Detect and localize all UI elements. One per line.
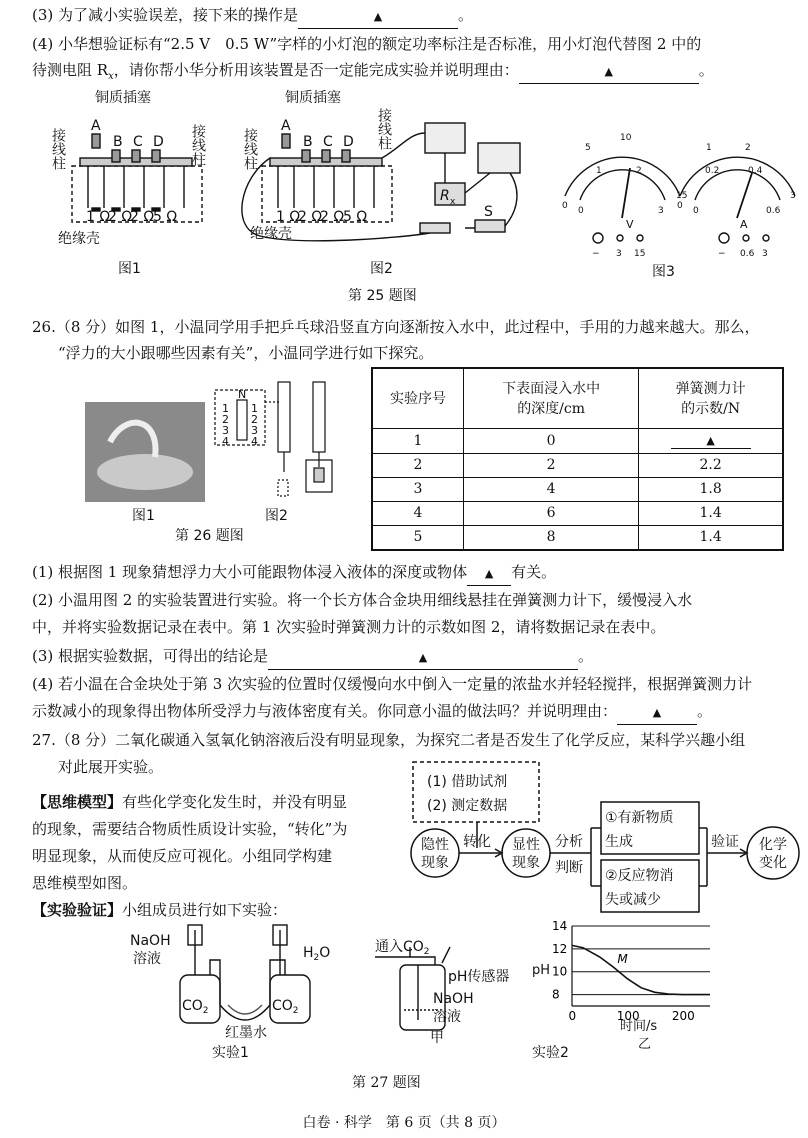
a-tick: 3 <box>790 191 796 201</box>
ammeter-device <box>478 143 520 173</box>
x-axis-label: 时间/s <box>620 1019 658 1034</box>
battery <box>420 223 450 233</box>
change-label: 化学 <box>759 837 787 853</box>
q26-part2-1: (2) 小温用图 2 的实验装置进行实验。将一个长方体合金块用细线悬挂在弹簧测力计下，缓慢浸入水 <box>32 591 693 609</box>
a-tick: 0 <box>677 201 683 211</box>
q26-part3: (3) 根据实验数据，可得出的结论是 ▲ 。 <box>32 645 788 670</box>
fig27-caption: 第 27 题图 <box>352 1075 421 1091</box>
rx-subscript: x <box>108 71 114 82</box>
ph-chart <box>530 918 730 1058</box>
inlet-label: 通入$CO_2$ <box>375 939 430 957</box>
terminal-label: 接线柱 <box>50 128 66 170</box>
visible-label: 显性 <box>512 837 540 853</box>
v-tick: 15 <box>676 191 688 201</box>
hidden-label: 现象 <box>421 855 449 871</box>
switch-s <box>475 220 505 232</box>
fig1-caption: 图1 <box>132 508 155 524</box>
hidden-label: 隐性 <box>421 837 449 853</box>
v-tick: 1 <box>596 166 602 176</box>
rx-label: R <box>440 188 450 204</box>
q25-part4-text: 待测电阻 R <box>32 61 109 79</box>
col-header: 下表面浸入水中 的深度/cm <box>464 368 639 428</box>
q27-stem-1: 27.（8 分）二氧化碳通入氢氧化钠溶液后没有明显现象，为探究二者是否发生了化学反应，某科学兴趣小组 <box>32 731 746 749</box>
v-tick: 10 <box>620 133 632 143</box>
result1-label: 生成 <box>605 834 633 850</box>
answer-blank[interactable]: ▲ <box>617 700 697 725</box>
v-terminal: 3 <box>616 249 622 259</box>
v-terminal: − <box>592 249 600 259</box>
fig25-caption: 第 25 题图 <box>348 288 417 304</box>
a-terminal: 3 <box>762 249 768 259</box>
plug-letter: B <box>113 134 123 150</box>
table-row: 2 2 2.2 <box>372 453 783 477</box>
q27-stem-2: 对此展开实验。 <box>58 758 164 776</box>
method-item: (1) 借助试剂 <box>427 774 508 790</box>
a-tick: 0.6 <box>766 206 781 216</box>
a-tick: 0.4 <box>748 166 763 176</box>
resistor-label: 1 Ω <box>86 209 111 225</box>
plug-letter: A <box>91 118 101 134</box>
terminal-label: 接线柱 <box>190 124 206 166</box>
fig1-caption: 图1 <box>118 261 141 277</box>
scale-tick: 4 <box>251 435 258 448</box>
resistor-label: 5 Ω <box>343 209 368 225</box>
q27-verify: 【实验验证】小组成员进行如下实验： <box>32 901 288 919</box>
resistor-label: 5 Ω <box>153 209 178 225</box>
water-label: $H_2O$ <box>303 945 331 963</box>
q25-part3 <box>32 4 788 29</box>
resistor-label: 2 Ω <box>298 209 323 225</box>
voltmeter-scale <box>565 157 680 196</box>
y-tick-label: 14 <box>552 919 568 933</box>
resistor-label: 2 Ω <box>108 209 133 225</box>
plug-a <box>92 134 100 148</box>
resistor-label: 2 Ω <box>320 209 345 225</box>
plug-letter: D <box>343 134 354 150</box>
co2-left: $CO_2$ <box>182 998 209 1016</box>
q27-model-3: 明显现象，从而使反应可视化。小组同学构建 <box>32 847 333 865</box>
fig2-caption: 图2 <box>265 508 288 524</box>
yi-label: 乙 <box>638 1037 652 1052</box>
plug-letter: A <box>281 118 291 134</box>
q26-part2-2: 中，并将实验数据记录在表中。第 1 次实验时弹簧测力计的示数如图 2，请将数据记录在表中。 <box>32 618 666 636</box>
fig26-caption: 第 26 题图 <box>175 528 244 544</box>
ph-sensor-label: pH传感器 <box>448 969 510 985</box>
method-item: (2) 测定数据 <box>427 798 508 814</box>
red-ink-label: 红墨水 <box>225 1025 267 1041</box>
shell-label: 绝缘壳 <box>250 226 292 242</box>
col-header: 实验序号 <box>372 368 464 428</box>
y-axis-label: pH <box>532 963 551 978</box>
scale-tick: 1 <box>222 402 229 415</box>
plug-label: 铜质插塞 <box>285 90 341 106</box>
scale-tick: 2 <box>222 413 229 426</box>
v-tick: 0 <box>562 201 568 211</box>
x-tick-label: 200 <box>671 1009 695 1023</box>
rx-sub: x <box>450 197 456 207</box>
voltmeter-needle <box>622 168 630 218</box>
a-tick: 0.2 <box>705 166 720 176</box>
a-tick: 2 <box>745 143 751 153</box>
judge-label: 判断 <box>555 860 583 876</box>
change-node <box>747 827 799 879</box>
convert-label: 转化 <box>463 834 491 850</box>
x-tick-label: 0 <box>568 1009 577 1023</box>
exp1-caption: 实验1 <box>212 1045 249 1061</box>
thinking-model-diagram <box>405 760 805 920</box>
q27-model-4: 思维模型如图。 <box>32 874 138 892</box>
result2-label: ②反应物消 <box>605 868 674 884</box>
page-footer: 白卷 · 科学 第 6 页（共 8 页） <box>302 1115 506 1131</box>
scale-tick: 2 <box>251 413 258 426</box>
plug-letter: D <box>153 134 164 150</box>
a-tick: 0 <box>693 206 699 216</box>
ammeter-symbol: A <box>740 218 748 231</box>
co2-right: $CO_2$ <box>272 998 299 1016</box>
period: 。 <box>698 61 714 79</box>
a-tick: 1 <box>706 143 712 153</box>
scale-unit: N <box>238 388 247 401</box>
naoh-label: NaOH <box>130 933 171 949</box>
terminal-label: 接线柱 <box>376 108 392 150</box>
q26-stem-1: 26.（8 分）如图 1，小温同学用手把乒乓球沿竖直方向逐渐按入水中，此过程中，手用的力越来越大。那么， <box>32 318 760 336</box>
q25-part4-text-rest: ，请你帮小华分析用该装置是否一定能完成实验并说明理由： <box>113 61 519 79</box>
v-terminal: 15 <box>634 249 646 259</box>
blank-triangle: ▲ <box>373 10 383 23</box>
result1-label: ①有新物质 <box>605 810 674 826</box>
naoh-label: NaOH <box>433 991 474 1007</box>
v-tick: 3 <box>658 206 664 216</box>
voltmeter-symbol: V <box>626 218 634 231</box>
jia-label: 甲 <box>430 1030 444 1046</box>
answer-blank[interactable]: ▲ <box>639 428 783 453</box>
answer-blank[interactable] <box>298 4 458 29</box>
ammeter-scale <box>680 157 795 196</box>
v-tick: 0 <box>578 206 584 216</box>
q25-part4-line2 <box>32 59 788 88</box>
y-tick-label: 10 <box>552 964 568 979</box>
answer-blank[interactable]: ▲ <box>467 561 511 586</box>
figure-26 <box>80 372 365 542</box>
q25-part4-line1: (4) 小华想验证标有“2.5 V 0.5 W”字样的小灯泡的额定功率标注是否标准，用小灯泡代替图 2 中的 <box>32 35 702 53</box>
table-row: 4 6 1.4 <box>372 501 783 525</box>
shell-label: 绝缘壳 <box>58 231 100 247</box>
v-tick: 2 <box>636 166 642 176</box>
table-header-row <box>372 368 783 428</box>
col-header: 弹簧测力计 的示数/N <box>639 368 783 428</box>
scale-tick: 3 <box>222 424 229 437</box>
answer-blank[interactable]: ▲ <box>268 645 578 670</box>
fig2-caption: 图2 <box>370 261 393 277</box>
spring-scale-2 <box>313 382 325 452</box>
scale-tick: 3 <box>251 424 258 437</box>
table-row: 1 0 ▲ <box>372 428 783 453</box>
scale-tick: 4 <box>222 435 229 448</box>
exp2-caption: 实验2 <box>532 1045 569 1061</box>
plug-letter: C <box>323 134 333 150</box>
table-row: 3 4 1.8 <box>372 477 783 501</box>
a-terminal: 0.6 <box>740 249 755 259</box>
q25-part3-text: (3) 为了减小实验误差，接下来的操作是 <box>32 6 299 24</box>
q26-part4-2: 示数减小的现象得出物体所受浮力与液体密度有关。你同意小温的做法吗？并说明理由： ▲ 。 <box>32 700 788 725</box>
a-terminal: − <box>718 249 726 259</box>
fig3-caption: 图3 <box>652 264 675 280</box>
plug-label: 铜质插塞 <box>95 90 151 106</box>
period: 。 <box>458 6 474 24</box>
point-m-label: M <box>617 952 628 967</box>
resistor-label: 1 Ω <box>276 209 301 225</box>
resistor-label: 2 Ω <box>130 209 155 225</box>
y-tick-label: 8 <box>552 987 560 1002</box>
analyze-label: 分析 <box>555 834 583 850</box>
blank-triangle: ▲ <box>604 65 613 78</box>
table-row: 5 8 1.4 <box>372 525 783 550</box>
q26-stem-2: “浮力的大小跟哪些因素有关”，小温同学进行如下探究。 <box>58 344 434 362</box>
terminal-label: 接线柱 <box>242 128 258 170</box>
answer-blank[interactable] <box>519 59 699 84</box>
q26-data-table <box>371 367 784 551</box>
result2-label: 失或减少 <box>605 892 661 908</box>
voltmeter-device <box>425 123 465 153</box>
q27-model-1: 【思维模型】有些化学变化发生时，并没有明显 <box>32 793 348 811</box>
solution-label: 溶液 <box>133 951 161 967</box>
ph-curve <box>572 945 710 994</box>
plug-letter: C <box>133 134 143 150</box>
x-tick-label: 100 <box>616 1009 640 1023</box>
q26-part1: (1) 根据图 1 现象猜想浮力大小可能跟物体浸入液体的深度或物体 ▲ 有关。 <box>32 561 788 586</box>
change-label: 变化 <box>759 855 787 871</box>
switch-label: S <box>484 204 493 220</box>
ammeter-needle <box>737 173 752 218</box>
spring-scale-1 <box>278 382 290 452</box>
visible-label: 现象 <box>512 855 540 871</box>
plug-letter: B <box>303 134 313 150</box>
q27-model-2: 的现象，需要结合物质性质设计实验，“转化”为 <box>32 820 348 838</box>
v-tick: 5 <box>585 143 591 153</box>
q26-part4-1: (4) 若小温在合金块处于第 3 次实验的位置时仅缓慢向水中倒入一定量的浓盐水并轻轻搅拌，根据弹簧测力计 <box>32 675 753 693</box>
solution-label: 溶液 <box>433 1009 461 1025</box>
inlet-tube <box>375 947 435 1020</box>
y-tick-label: 12 <box>552 941 568 956</box>
figure-25 <box>0 88 808 310</box>
scale-tick: 1 <box>251 402 258 415</box>
verify-label: 验证 <box>711 834 739 850</box>
